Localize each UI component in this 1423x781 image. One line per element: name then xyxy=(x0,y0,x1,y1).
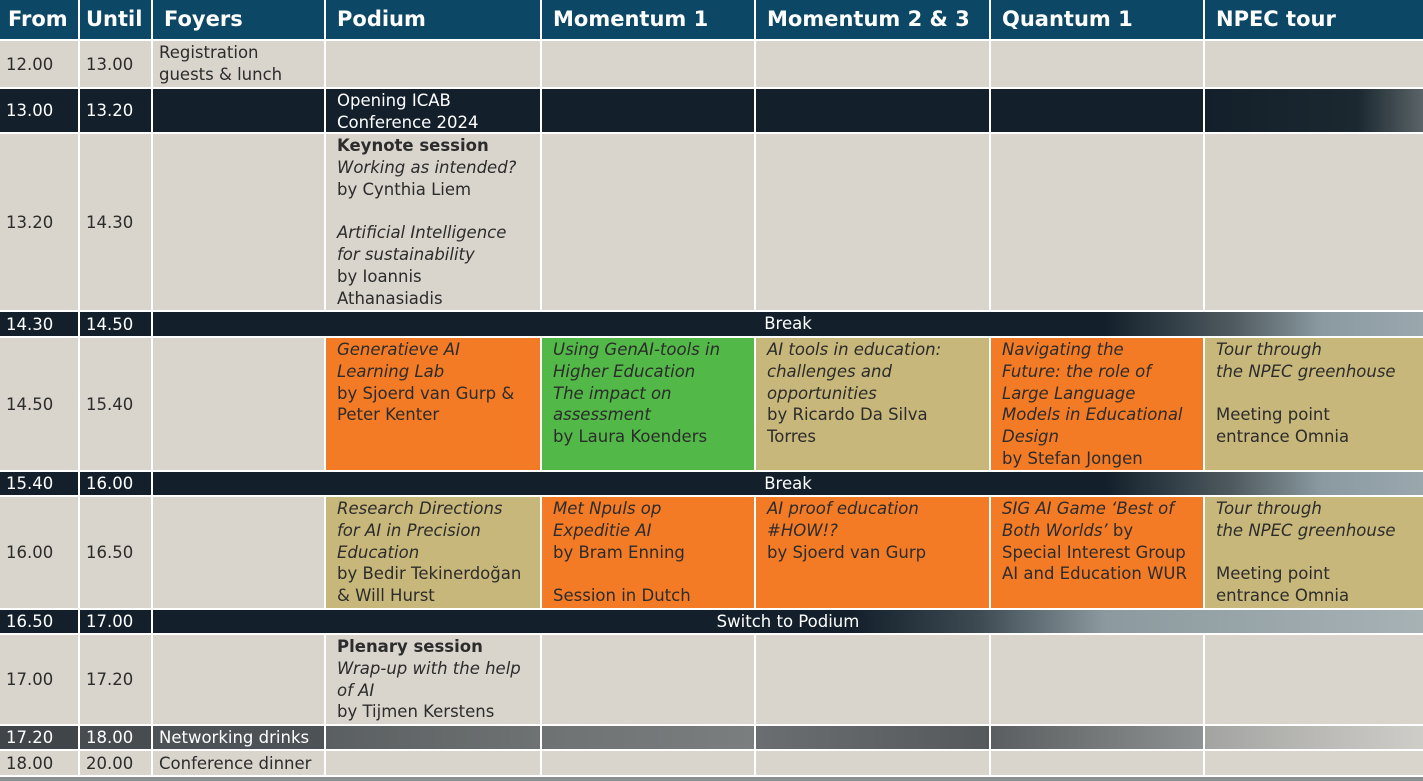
time-from: 14.50 xyxy=(0,338,80,472)
spacer xyxy=(1216,542,1418,564)
time-from: 18.00 xyxy=(0,751,80,777)
cell-text: Opening ICAB xyxy=(337,91,451,110)
session-title: AI proof education xyxy=(767,499,919,518)
break-banner: Break xyxy=(153,312,1423,338)
talk-title: Wrap-up with the help xyxy=(337,658,521,678)
session-title: Learning Lab xyxy=(337,361,445,381)
time-until: 18.00 xyxy=(80,726,153,751)
time-until: 17.20 xyxy=(80,635,153,726)
speaker: by Sjoerd van Gurp & xyxy=(337,383,515,403)
time-from: 17.20 xyxy=(0,726,80,751)
meeting-point: entrance Omnia xyxy=(1216,586,1350,606)
session-title: Keynote session xyxy=(337,136,489,155)
session-title: Tour through xyxy=(1216,499,1322,518)
session-title: Research Directions xyxy=(337,499,503,518)
spacer xyxy=(553,563,749,585)
speaker: by Ricardo Da Silva xyxy=(767,405,928,425)
cell-text: Conference 2024 xyxy=(337,112,479,132)
session-cell-momentum1 xyxy=(542,497,756,610)
session-title: Expeditie AI xyxy=(553,520,652,540)
table-bottom-edge xyxy=(0,777,1423,781)
cell-text: guests & lunch xyxy=(159,64,283,84)
empty-cell xyxy=(153,134,326,312)
session-title: for AI in Precision xyxy=(337,520,481,540)
podium-cell xyxy=(326,89,542,134)
empty-cell xyxy=(542,751,756,777)
speaker: by Stefan Jongen xyxy=(1002,448,1143,468)
time-from: 16.00 xyxy=(0,497,80,610)
session-cell-podium xyxy=(326,497,542,610)
session-cell-momentum23 xyxy=(756,497,991,610)
session-title: Education xyxy=(337,542,420,562)
empty-cell xyxy=(326,41,542,89)
empty-cell xyxy=(153,338,326,472)
header-until: Until xyxy=(80,0,153,41)
empty-cell xyxy=(326,751,542,777)
session-cell-quantum1 xyxy=(991,338,1205,472)
session-title: #HOW!? xyxy=(767,520,838,540)
header-momentum1: Momentum 1 xyxy=(542,0,756,41)
empty-cell xyxy=(1205,134,1423,312)
session-title: opportunities xyxy=(767,383,877,403)
session-cell-podium xyxy=(326,338,542,472)
header-quantum1: Quantum 1 xyxy=(991,0,1205,41)
empty-cell xyxy=(542,726,756,751)
session-cell-quantum1 xyxy=(991,497,1205,610)
session-title: assessment xyxy=(553,405,651,425)
header-foyers: Foyers xyxy=(153,0,326,41)
meeting-point: Meeting point xyxy=(1216,405,1330,425)
empty-cell xyxy=(756,41,991,89)
empty-cell xyxy=(756,751,991,777)
speaker: by Bedir Tekinerdoğan xyxy=(337,564,522,584)
speaker: by Laura Koenders xyxy=(553,427,708,447)
speaker: by Cynthia Liem xyxy=(337,179,472,199)
time-from: 16.50 xyxy=(0,610,80,635)
session-cell-npec xyxy=(1205,497,1423,610)
speaker: by Sjoerd van Gurp xyxy=(767,542,927,562)
empty-cell xyxy=(991,635,1205,726)
empty-cell xyxy=(991,751,1205,777)
session-title: the NPEC greenhouse xyxy=(1216,520,1396,540)
session-note: Session in Dutch xyxy=(553,586,691,606)
talk-title: Artificial Intelligence xyxy=(337,223,507,243)
meeting-point: entrance Omnia xyxy=(1216,427,1350,447)
speaker: by Ioannis xyxy=(337,266,422,286)
time-from: 17.00 xyxy=(0,635,80,726)
speaker: Special Interest Group xyxy=(1002,542,1186,562)
session-title: Models in Educational xyxy=(1002,405,1183,425)
session-cell-npec xyxy=(1205,338,1423,472)
session-title: The impact on xyxy=(553,383,672,403)
talk-title: for sustainability xyxy=(337,244,475,264)
session-title: AI tools in education: xyxy=(767,340,942,359)
foyers-cell: Conference dinner xyxy=(153,751,326,777)
empty-cell xyxy=(991,134,1205,312)
session-title: Navigating the xyxy=(1002,340,1124,359)
empty-cell xyxy=(1205,41,1423,89)
session-title: Tour through xyxy=(1216,340,1322,359)
header-npec: NPEC tour xyxy=(1205,0,1421,41)
time-from: 13.20 xyxy=(0,134,80,312)
empty-cell xyxy=(542,134,756,312)
spacer xyxy=(1216,383,1418,405)
time-until: 14.50 xyxy=(80,312,153,338)
speaker: by Bram Enning xyxy=(553,542,685,562)
session-title: Plenary session xyxy=(337,637,483,656)
time-until: 14.30 xyxy=(80,134,153,312)
by-word: by xyxy=(1107,520,1134,540)
empty-cell xyxy=(153,89,326,134)
session-title: Using GenAI-tools in xyxy=(553,340,721,359)
session-title: Both Worlds’ xyxy=(1002,520,1108,540)
speaker: & Will Hurst xyxy=(337,586,435,606)
time-until: 13.20 xyxy=(80,89,153,134)
speaker: Torres xyxy=(767,427,817,447)
spacer xyxy=(337,200,535,222)
break-banner: Break xyxy=(153,472,1423,497)
empty-cell xyxy=(1205,89,1423,134)
session-title: Met Npuls op xyxy=(553,499,662,518)
header-podium: Podium xyxy=(326,0,542,41)
time-until: 16.50 xyxy=(80,497,153,610)
empty-cell xyxy=(542,89,756,134)
empty-cell xyxy=(326,726,542,751)
time-until: 16.00 xyxy=(80,472,153,497)
talk-title: Working as intended? xyxy=(337,157,517,177)
session-title: SIG AI Game ‘Best of xyxy=(1002,499,1175,518)
empty-cell xyxy=(153,497,326,610)
session-cell-momentum1 xyxy=(542,338,756,472)
speaker: by Tijmen Kerstens xyxy=(337,702,495,722)
empty-cell xyxy=(991,41,1205,89)
foyers-cell xyxy=(153,41,326,89)
time-until: 17.00 xyxy=(80,610,153,635)
empty-cell xyxy=(756,635,991,726)
podium-keynote-cell xyxy=(326,134,542,312)
session-title: challenges and xyxy=(767,361,892,381)
empty-cell xyxy=(542,41,756,89)
empty-cell xyxy=(542,635,756,726)
session-title: Generatieve AI xyxy=(337,340,460,359)
empty-cell xyxy=(1205,751,1423,777)
empty-cell xyxy=(756,134,991,312)
session-title-line xyxy=(1002,520,1198,542)
time-from: 15.40 xyxy=(0,472,80,497)
speaker: Athanasiadis xyxy=(337,288,443,308)
time-until: 20.00 xyxy=(80,751,153,777)
podium-plenary-cell xyxy=(326,635,542,726)
time-until: 13.00 xyxy=(80,41,153,89)
time-from: 14.30 xyxy=(0,312,80,338)
session-cell-momentum23 xyxy=(756,338,991,472)
empty-cell xyxy=(153,635,326,726)
time-from: 12.00 xyxy=(0,41,80,89)
empty-cell xyxy=(1205,726,1423,751)
empty-cell xyxy=(1205,635,1423,726)
empty-cell xyxy=(991,726,1205,751)
header-from: From xyxy=(0,0,80,41)
cell-text: Registration xyxy=(159,43,259,62)
meeting-point: Meeting point xyxy=(1216,564,1330,584)
session-title: the NPEC greenhouse xyxy=(1216,361,1396,381)
session-title: Large Language xyxy=(1002,383,1136,403)
speaker: AI and Education WUR xyxy=(1002,564,1187,584)
switch-banner: Switch to Podium xyxy=(153,610,1423,635)
session-title: Future: the role of xyxy=(1002,361,1152,381)
session-title: Higher Education xyxy=(553,361,696,381)
header-momentum23: Momentum 2 & 3 xyxy=(756,0,991,41)
talk-title: of AI xyxy=(337,680,375,700)
empty-cell xyxy=(756,89,991,134)
session-title: Design xyxy=(1002,427,1059,447)
empty-cell xyxy=(756,726,991,751)
speaker: Peter Kenter xyxy=(337,405,440,425)
empty-cell xyxy=(991,89,1205,134)
foyers-cell: Networking drinks xyxy=(153,726,326,751)
time-from: 13.00 xyxy=(0,89,80,134)
time-until: 15.40 xyxy=(80,338,153,472)
